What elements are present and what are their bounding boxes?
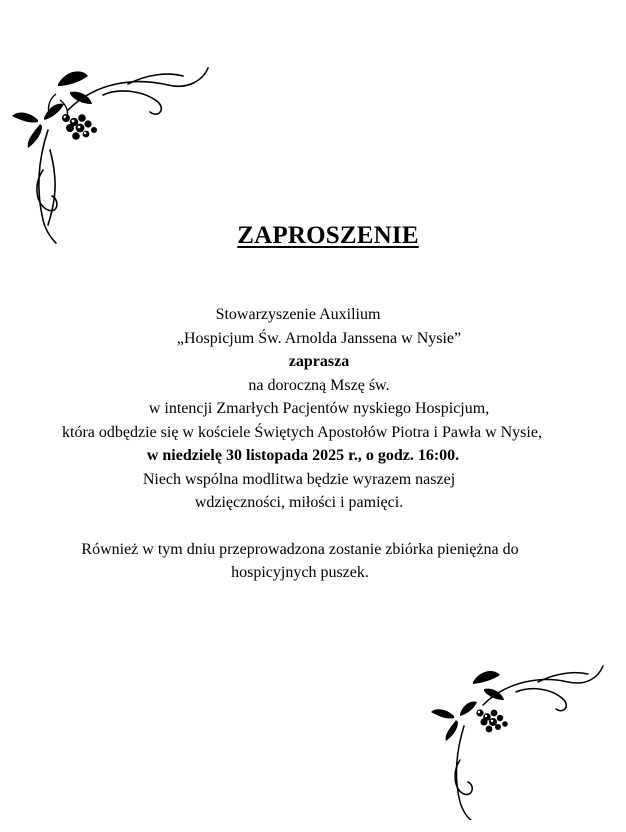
intention-line: w intencji Zmarłych Pacjentów nyskiego Hospicjum, bbox=[148, 400, 490, 417]
date-time-line: w niedzielę 30 listopada 2025 r., o godz. 16:00. bbox=[146, 447, 460, 464]
paragraph-spacer bbox=[0, 515, 626, 538]
invites-line: zaprasza bbox=[288, 353, 350, 370]
mass-line: na doroczną Mszę św. bbox=[248, 376, 390, 394]
prayer-line-1: Niech wspólna modlitwa będzie wyrazem naszej bbox=[142, 470, 456, 488]
page-title: ZAPROSZENIE bbox=[237, 222, 419, 249]
hospice-name-line: „Hospicjum Św. Arnolda Janssena w Nysie” bbox=[176, 329, 462, 347]
prayer-line-2: wdzięczności, miłości i pamięci. bbox=[194, 494, 404, 511]
floral-corner-ornament-icon bbox=[8, 60, 213, 245]
collection-line-2: hospicyjnych puszek. bbox=[231, 564, 369, 581]
organization-line: Stowarzyszenie Auxilium bbox=[215, 306, 381, 323]
collection-line-1: Również w tym dniu przeprowadzona zostanie zbiórka pieniężna do bbox=[81, 540, 519, 558]
floral-corner-ornament-icon bbox=[428, 660, 608, 820]
invitation-body bbox=[0, 303, 626, 585]
church-line: która odbędzie się w kościele Świętych Apostołów Piotra i Pawła w Nysie, bbox=[62, 423, 542, 441]
